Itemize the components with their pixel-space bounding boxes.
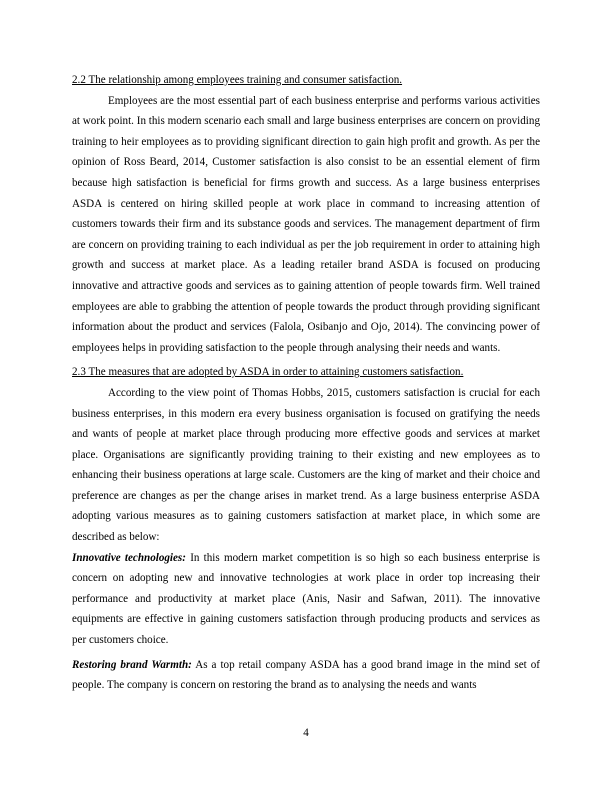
- section-heading-2-2: 2.2 The relationship among employees training and consumer satisfaction.: [72, 74, 403, 86]
- list-item-text: As a top retail company ASDA has a good brand image in the mind set of people. The company is concern on restoring the brand as to analysing the needs and wants: [72, 658, 540, 692]
- list-item-term: Innovative technologies:: [72, 551, 186, 564]
- page-number: 4: [303, 727, 309, 739]
- list-item-term: Restoring brand Warmth:: [72, 658, 192, 671]
- list-item-text: In this modern market competition is so high so each business enterprise is concern on adopting new and innovative technologies at work place in order top increasing their performance and productivity at market place (Anis, Nasir and Safwan, 2011). The innovative equipments are effective in gaining customers satisfaction through producing products and services as per customers choice.: [72, 551, 540, 647]
- list-item-innovative-technologies: [72, 548, 540, 651]
- list-item-restoring-brand-warmth: [72, 655, 540, 696]
- document-page: [72, 70, 540, 696]
- section-2-2-paragraph: Employees are the most essential part of each business enterprise and performs various activities at work point. In this modern scenario each small and large business enterprises are concern on providing training to heir employees as to providing significant direction to gain high profit and growth. As per the opinion of Ross Beard, 2014, Customer satisfaction is also consist to be an essential element of firm because high satisfaction is beneficial for firms growth and success. As a large business enterprises ASDA is centered on hiring skilled people at work place in command to increasing attention of customers towards their firm and its substance goods and services. The management department of firm are concern on providing training to each individual as per the job requirement in order to attaining high growth and success at market place. As a leading retailer brand ASDA is focused on producing innovative and attractive goods and services as to gaining attention of people towards firm. Well trained employees are able to grabbing the attention of people towards the product through providing significant information about the product and services (Falola, Osibanjo and Ojo, 2014). The convincing power of employees helps in providing satisfaction to the people through analysing their needs and wants.: [72, 94, 540, 354]
- section-heading-2-3: 2.3 The measures that are adopted by ASDA in order to attaining customers satisfaction.: [72, 366, 464, 379]
- section-2-3-paragraph: According to the view point of Thomas Hobbs, 2015, customers satisfaction is crucial for each business enterprises, in this modern era every business organisation is focused on gratifying the needs and wants of people at market place through producing more effective goods and services at market place. Organisations are significantly providing training to their existing and new employees as to enhancing their business operations at large scale. Customers are the king of market and their choice and preference are changes as per the change arises in market trend. As a large business enterprise ASDA adopting various measures as to gaining customers satisfaction at market place, in which some are described as below:: [72, 386, 540, 544]
